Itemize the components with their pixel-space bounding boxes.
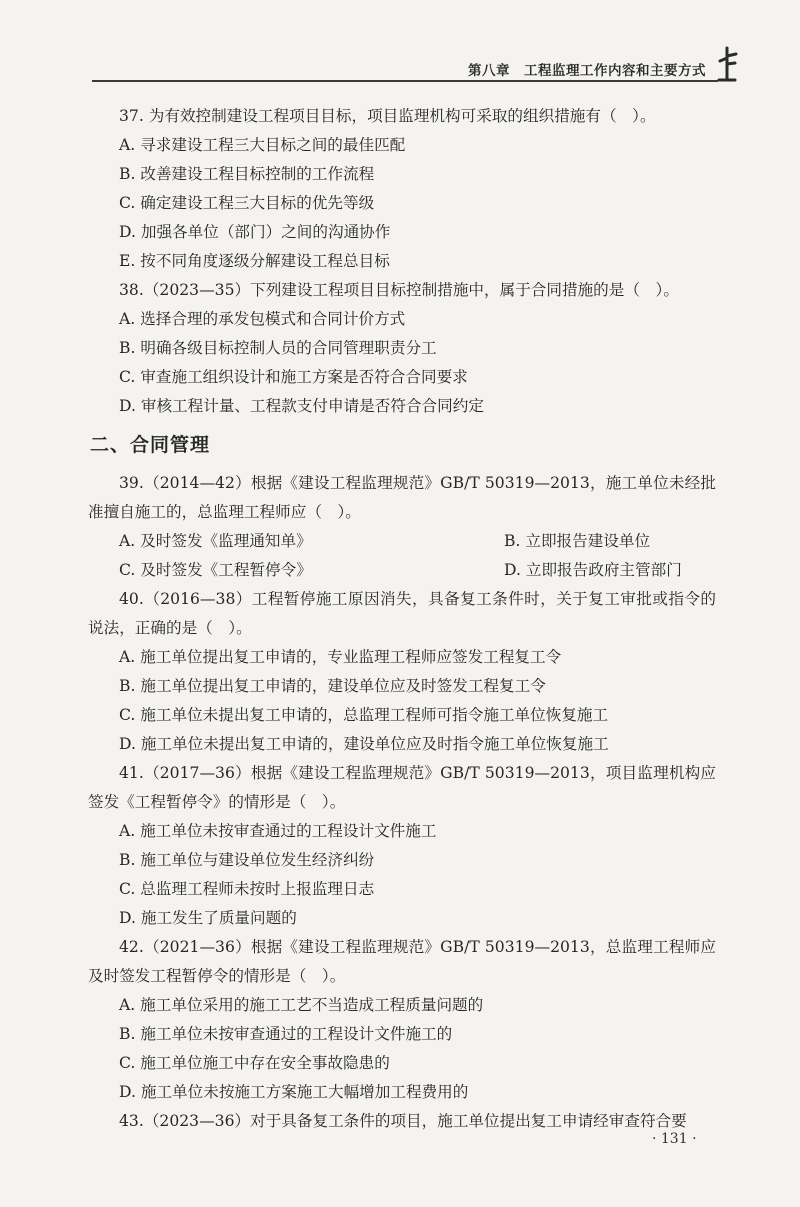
option-d: D. 施工单位未按施工方案施工大幅增加工程费用的 <box>119 1083 469 1101</box>
option-c: C. 施工单位施工中存在安全事故隐患的 <box>119 1054 390 1072</box>
option-a: A. 施工单位未按审查通过的工程设计文件施工 <box>119 822 437 840</box>
option-c: C. 审查施工组织设计和施工方案是否符合合同要求 <box>119 368 468 386</box>
option-c: C. 施工单位未提出复工申请的，总监理工程师可指令施工单位恢复施工 <box>119 706 609 724</box>
option-e: E. 按不同角度逐级分解建设工程总目标 <box>119 252 390 270</box>
question-41 <box>88 759 716 933</box>
options-grid <box>88 527 716 585</box>
option-d: D. 施工单位未提出复工申请的，建设单位应及时指令施工单位恢复施工 <box>119 735 609 753</box>
option-c: C. 及时签发《工程暂停令》 <box>119 561 312 579</box>
option-b: B. 立即报告建设单位 <box>504 532 651 550</box>
header-text <box>468 59 706 79</box>
page-number: · 131 · <box>652 1131 697 1147</box>
question-stem: 39.（2014—42）根据《建设工程监理规范》GB/T 50319—2013，施工单位未经批准擅自施工的，总监理工程师应（ ）。 <box>88 474 716 521</box>
question-stem: 42.（2021—36）根据《建设工程监理规范》GB/T 50319—2013，总监理工程师应及时签发工程暂停令的情形是（ ）。 <box>88 938 716 985</box>
section-heading: 二、合同管理 <box>90 434 211 456</box>
question-38 <box>88 276 716 421</box>
question-stem: 41.（2017—36）根据《建设工程监理规范》GB/T 50319—2013，项目监理机构应签发《工程暂停令》的情形是（ ）。 <box>88 764 716 811</box>
question-stem: 43.（2023—36）对于具备复工条件的项目，施工单位提出复工申请经审查符合要 <box>119 1112 687 1130</box>
option-b: B. 施工单位未按审查通过的工程设计文件施工的 <box>119 1025 453 1043</box>
option-b: B. 明确各级目标控制人员的合同管理职责分工 <box>119 339 437 357</box>
option-b: B. 改善建设工程目标控制的工作流程 <box>119 165 375 183</box>
option-d: D. 加强各单位（部门）之间的沟通协作 <box>119 223 391 241</box>
question-40 <box>88 585 716 759</box>
option-b: B. 施工单位与建设单位发生经济纠纷 <box>119 851 375 869</box>
option-d: D. 审核工程计量、工程款支付申请是否符合合同约定 <box>119 397 484 415</box>
signpost-logo-icon <box>712 44 742 84</box>
option-b: B. 施工单位提出复工申请的，建设单位应及时签发工程复工令 <box>119 677 546 695</box>
question-39 <box>88 469 716 585</box>
option-a: A. 及时签发《监理通知单》 <box>119 532 312 550</box>
question-42 <box>88 933 716 1107</box>
header-title: 工程监理工作内容和主要方式 <box>524 63 706 79</box>
page-content <box>88 102 716 1136</box>
option-a: A. 选择合理的承发包模式和合同计价方式 <box>119 310 406 328</box>
question-stem: 38.（2023—35）下列建设工程项目目标控制措施中，属于合同措施的是（ ）。 <box>119 281 679 299</box>
header-rule <box>92 80 718 82</box>
option-c: C. 总监理工程师未按时上报监理日志 <box>119 880 375 898</box>
running-header <box>92 44 742 84</box>
question-stem: 37. 为有效控制建设工程项目目标，项目监理机构可采取的组织措施有（ ）。 <box>119 107 656 125</box>
header-chapter: 第八章 <box>468 63 510 79</box>
question-stem: 40.（2016—38）工程暂停施工原因消失，具备复工条件时，关于复工审批或指令的说法，正确的是（ ）。 <box>88 590 716 637</box>
option-d: D. 立即报告政府主管部门 <box>504 561 682 579</box>
question-43 <box>88 1107 716 1136</box>
option-a: A. 施工单位提出复工申请的，专业监理工程师应签发工程复工令 <box>119 648 562 666</box>
option-d: D. 施工发生了质量问题的 <box>119 909 297 927</box>
option-a: A. 寻求建设工程三大目标之间的最佳匹配 <box>119 136 406 154</box>
question-37 <box>88 102 716 276</box>
option-c: C. 确定建设工程三大目标的优先等级 <box>119 194 375 212</box>
option-a: A. 施工单位采用的施工工艺不当造成工程质量问题的 <box>119 996 484 1014</box>
